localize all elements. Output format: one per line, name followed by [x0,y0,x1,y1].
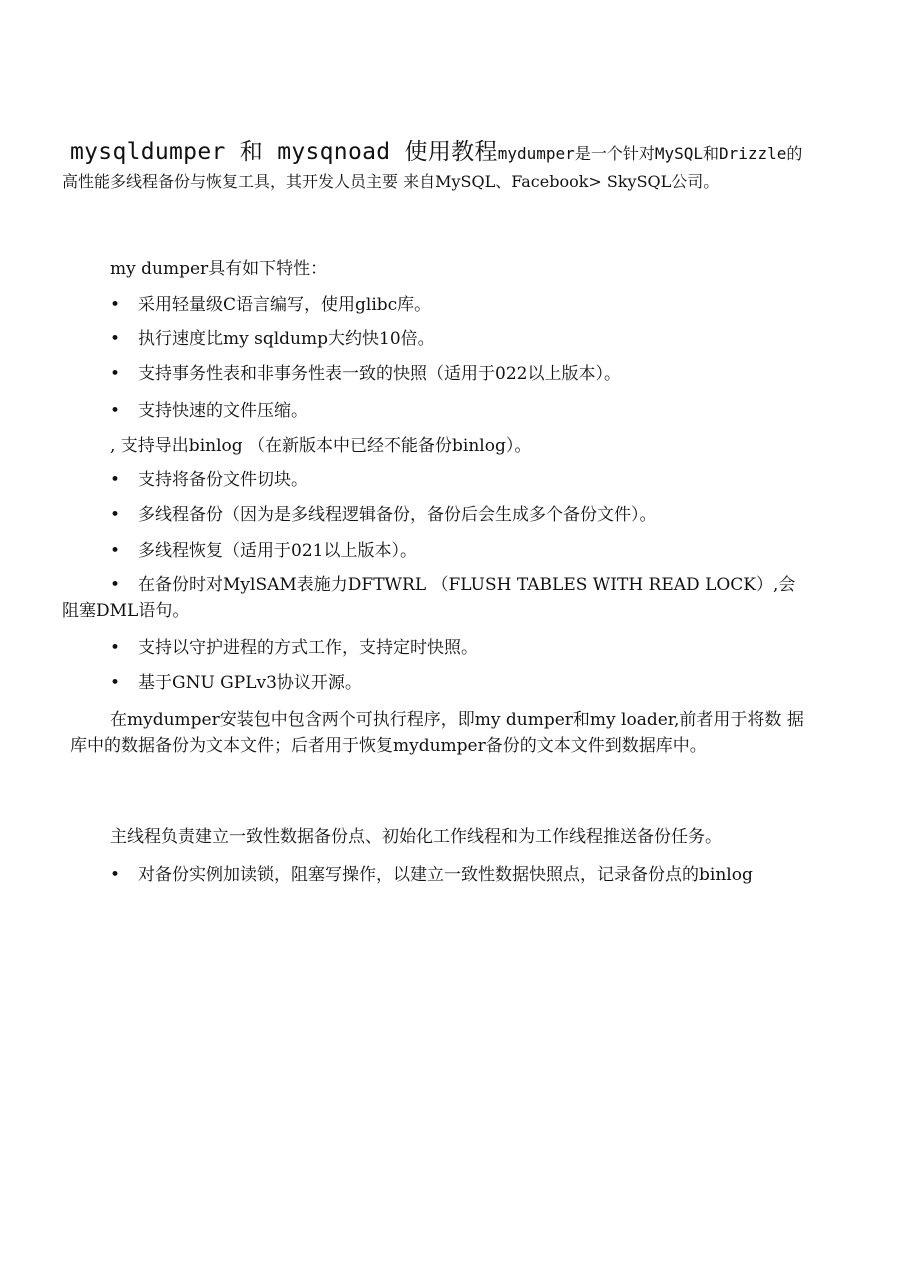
feature-text: 多线程恢复（适用于021以上版本）。 [138,541,417,561]
bullet-icon: • [110,673,121,693]
bullet-icon: • [110,575,121,595]
feature-text: 对备份实例加读锁，阻塞写操作，以建立一致性数据快照点，记录备份点的binlog [138,865,753,885]
feature-text: 基于GNU GPLv3协议开源。 [138,673,362,693]
title-continuation: 高性能多线程备份与恢复工具，其开发人员主要 来自MySQL、Facebook> SkySQL公司。 [62,172,720,191]
feature-item [110,465,308,490]
bullet-icon: • [110,505,121,525]
feature-item [110,396,308,421]
bullet-icon: • [110,865,121,885]
feature-item [110,359,621,384]
feature-item [110,860,753,885]
bullet-icon: • [110,401,121,421]
feature-text: 支持以守护进程的方式工作，支持定时快照。 [138,638,478,658]
bullet-icon: • [110,364,121,384]
binlog-feature: , 支持导出binlog （在新版本中已经不能备份binlog）。 [110,436,532,456]
feature-continuation: 阻塞DML语句。 [62,601,190,621]
title-heading: mysqldumper 和 mysqnoad 使用教程 [70,139,498,165]
main-thread-paragraph: 主线程负责建立一致性数据备份点、初始化工作线程和为工作线程推送备份任务。 [110,827,722,847]
package-paragraph-line1: 在mydumper安装包中包含两个可执行程序，即my dumper和my loader,前者用于将数 据 [110,710,804,730]
feature-text: 支持快速的文件压缩。 [138,401,308,421]
feature-item [110,570,795,595]
feature-item [110,536,417,561]
feature-text: 支持事务性表和非事务性表一致的快照（适用于022以上版本）。 [138,364,621,384]
bullet-icon: • [110,541,121,561]
feature-text: 执行速度比my sqldump大约快10倍。 [138,329,435,349]
feature-item [110,500,657,525]
feature-item [110,633,478,658]
bullet-icon: • [110,638,121,658]
bullet-icon: • [110,295,121,315]
package-paragraph-line2: 库中的数据备份为文本文件；后者用于恢复mydumper备份的文本文件到数据库中。 [70,736,707,756]
document-title [70,133,802,166]
feature-text: 多线程备份（因为是多线程逻辑备份，备份后会生成多个备份文件）。 [138,505,657,525]
feature-text: 在备份时对MylSAM表施力DFTWRL （FLUSH TABLES WITH READ LOCK）,会 [138,575,796,595]
bullet-icon: • [110,329,121,349]
feature-item [110,668,362,693]
bullet-icon: • [110,470,121,490]
feature-item [110,324,435,349]
feature-text: 支持将备份文件切块。 [138,470,308,490]
feature-item [110,290,431,315]
features-intro: my dumper具有如下特性： [110,259,328,279]
feature-text: 采用轻量级C语言编写，使用glibc库。 [138,295,432,315]
title-tail: mydumper是一个针对MySQL和Drizzle的 [497,144,803,163]
